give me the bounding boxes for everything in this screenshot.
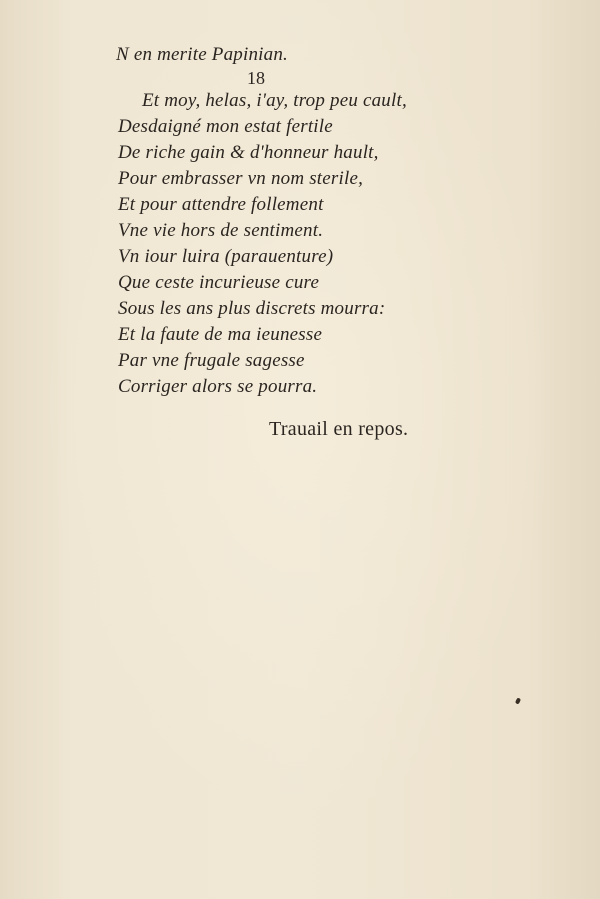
- poem-line: Corriger alors se pourra.: [118, 376, 318, 397]
- show-through-from-reverse: [310, 30, 590, 750]
- poem-line: Et moy, helas, i'ay, trop peu cault,: [142, 90, 407, 111]
- poem-line: Pour embrasser vn nom sterile,: [118, 168, 364, 189]
- poem-line: Et pour attendre follement: [118, 194, 324, 215]
- poem-line: Par vne frugale sagesse: [118, 350, 305, 371]
- poem-line: De riche gain & d'honneur hault,: [118, 142, 379, 163]
- poem-line: Sous les ans plus discrets mourra:: [118, 298, 386, 319]
- poem-line: Vne vie hors de sentiment.: [118, 220, 324, 241]
- poem-line: Vn iour luira (parauenture): [118, 246, 334, 267]
- next-poem-heading: Trauail en repos.: [269, 418, 409, 440]
- page-number: 18: [247, 68, 265, 88]
- running-head: N en merite Papinian.: [116, 44, 289, 65]
- poem-line: Et la faute de ma ieunesse: [118, 324, 323, 345]
- poem-line: Desdaigné mon estat fertile: [118, 116, 333, 137]
- poem-line: Que ceste incurieuse cure: [118, 272, 320, 293]
